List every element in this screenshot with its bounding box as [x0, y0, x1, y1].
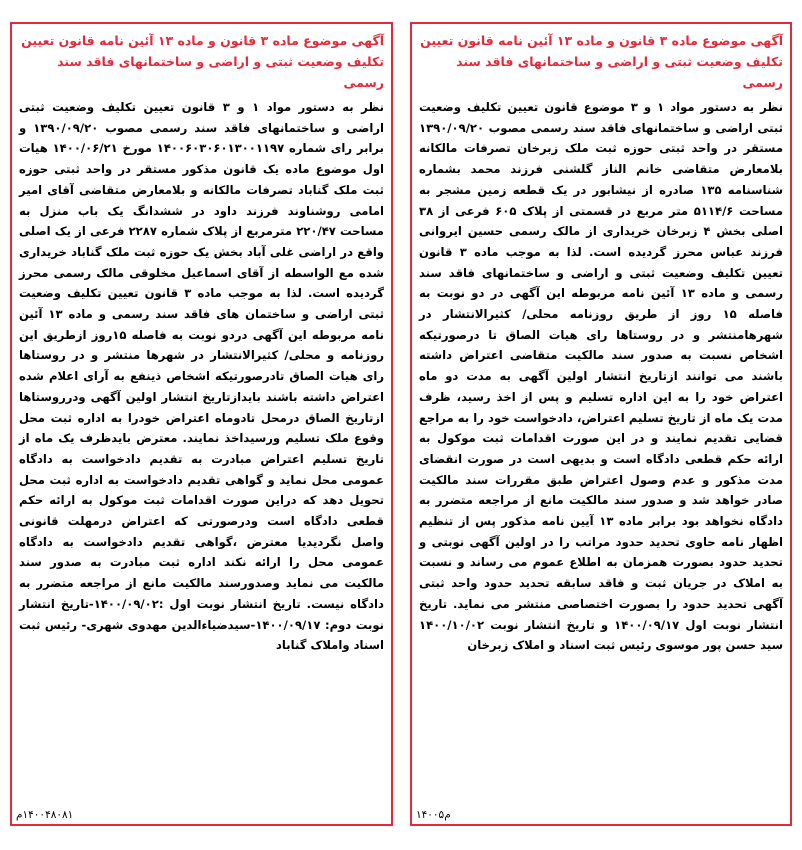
- notice-left-title: آگهی موضوع ماده ۳ قانون و ماده ۱۳ آئین نامه قانون تعیین تکلیف وضعیت ثبتی و اراضی و ساختمانهای فاقد سند رسمی: [21, 33, 384, 90]
- notice-right: [410, 22, 792, 826]
- notice-right-body: نظر به دستور مواد ۱ و ۳ موضوع قانون تعیین تکلیف وضعیت ثبتی اراضی و ساختمانهای فاقد سند رسمی مصوب ۱۳۹۰/۰۹/۲۰ مستقر در واحد ثبتی حوزه ثبت ملک زبرخان تصرفات مالکانه بلامعارض متقاضی خانم الناز گلشنی فرزند محمد بشماره شناسنامه ۱۳۵ صادره از نیشابور در یک قطعه زمین مشجر به مساحت ۵۱۱۴/۶ متر مربع در قسمتی از پلاک ۶۰۵ فرعی از ۳۸ اصلی بخش ۴ زبرخان خریداری از مالک رسمی حسین ایروانی فرزند عباس محرز گردیده است. لذا به موجب ماده ۳ قانون تعیین تکلیف وضعیت ثبتی و اراضی و ساختمانهای فاقد سند رسمی و ماده ۱۳ آئین نامه مربوطه این آگهی در دو نوبت به فاصله ۱۵ روز از طریق روزنامه محلی/ کثیرالانتشار در شهرهامنتشر و در روستاها رای هیات الصاق تا درصورتیکه اشخاص نسبت به صدور سند مالکیت متقاضی اعتراض داشته باشند می توانند ازتاریخ انتشار اولین آگهی به مدت دو ماه اعتراض خود را به این اداره تسلیم و پس از اخذ رسید، ظرف مدت یک ماه از تاریخ تسلیم اعتراض، دادخواست خود را به مراجع قضایی تقدیم نمایند و در این صورت اقدامات ثبت موکول به ارائه حکم قطعی دادگاه است و بدیهی است در صورت انقضای مدت مذکور و عدم وصول اعتراض طبق مقررات سند مالکیت صادر خواهد شد و صدور سند مالکیت مانع از مراجعه متضرر به دادگاه نخواهد بود برابر ماده ۱۳ آیین نامه مذکور پس از تنظیم اظهار نامه حاوی تحدید حدود مراتب را در اولین آگهی نوبتی و تحدید حدود بصورت همزمان به اطلاع عموم می رساند و نسبت به املاک در جریان ثبت و فاقد سابقه تحدید حدود واحد ثبتی آگهی تحدید حدود را بصورت اختصاصی منتشر می نماید. تاریخ انتشار نوبت اول ۱۴۰۰/۰۹/۱۷ و تاریخ انتشار نوبت ۱۴۰۰/۱۰/۰۲ سید حسن پور موسوی رئیس ثبت اسناد و املاک زبرخان: [419, 100, 784, 653]
- notice-right-code: م۱۴۰۰۵: [416, 809, 451, 821]
- notice-left: [10, 22, 393, 826]
- notice-left-body: نظر به دستور مواد ۱ و ۳ قانون تعیین تکلیف وضعیت ثبتی اراضی و ساختمانهای فاقد سند رسمی مصوب ۱۳۹۰/۰۹/۲۰ و برابر رای شماره ۱۴۰۰۶۰۳۰۶۰۱۳۰۰۱۱۹۷ مورخ ۱۴۰۰/۰۶/۲۱ هیات اول موضوع ماده یک قانون مذکور مستقر در واحد ثبتی حوزه ثبت ملک گناباد تصرفات مالکانه و بلامعارض متقاضی آقای امیر امامی روشناوند فرزند داود در ششدانگ یک باب منزل به مساحت ۲۲۰/۴۷ مترمربع از پلاک شماره ۲۲۸۷ فرعی از یک اصلی واقع در اراضی غلی آباد بخش یک حوزه ثبت ملک گناباد خریداری شده مع الواسطه از آقای اسماعیل مخلوقی مالک رسمی محرز گردیده است. لذا به موجب ماده ۳ قانون تعیین تکلیف وضعیت ثبتی اراضی و ساختمان های فاقد سند رسمی و ماده ۱۳ آئین نامه مربوطه این آگهی دردو نوبت به فاصله ۱۵روز ازطریق این روزنامه و محلی/ کثیرالانتشار در شهرها منتشر و در روستاها رای هیات الصاق تادرصورتیکه اشخاص ذینفع به آرای اعلام شده اعتراض داشته باشند بایدازتاریخ انتشار اولین آگهی ودرروستاها ازتاریخ الصاق درمحل تادوماه اعتراض خودرا به اداره ثبت محل وقوع ملک تسلیم ورسیداخذ نمایند. معترض بایدظرف یک ماه از تاریخ تسلیم اعتراض مبادرت به تقدیم دادخواست به دادگاه عمومی محل نماید و گواهی تقدیم دادخواست به اداره ثبت محل تحویل دهد که دراین صورت اقدامات ثبت موکول به ارائه حکم قطعی دادگاه است ودرصورتی که اعتراض درمهلت قانونی واصل نگردیدیا معترض ،گواهی تقدیم دادخواست به دادگاه عمومی محل را ارائه نکند اداره ثبت مبادرت به صدور سند مالکیت می نماید وصدورسند مالکیت مانع از مراجعه متضرر به دادگاه نیست. تاریخ انتشار نوبت اول :۱۴۰۰/۰۹/۰۲-تاریخ انتشار نوبت دوم: ۱۴۰۰/۰۹/۱۷-سیدضیاءالدین مهدوی شهری- رئیس ثبت اسناد واملاک گناباد: [19, 100, 384, 653]
- notice-right-title: آگهی موضوع ماده ۳ قانون و ماده ۱۳ آئین نامه قانون تعیین تکلیف وضعیت ثبتی و اراضی و ساختمانهای فاقد سند رسمی: [420, 33, 783, 90]
- notice-left-code: ۱۴۰۰۴۸۰۸۱م: [16, 809, 74, 821]
